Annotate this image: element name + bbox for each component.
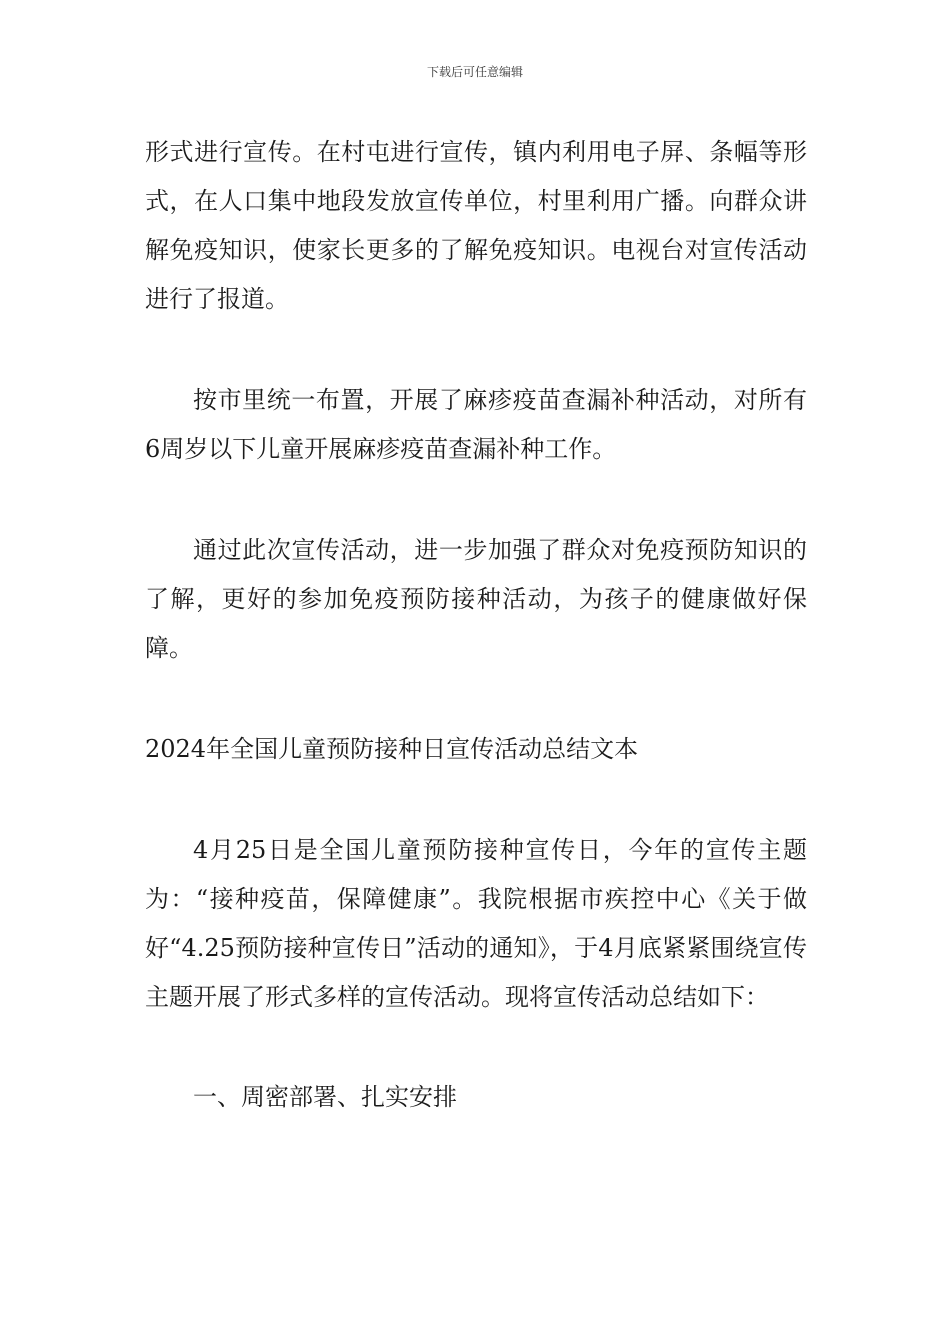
- paragraph-introduction: 4月25日是全国儿童预防接种宣传日，今年的宣传主题为：“接种疫苗，保障健康”。我院根据市疾控中心《关于做好“4.25预防接种宣传日”活动的通知》，于4月底紧紧围绕宣传主题开展了形式多样的宣传活动。现将宣传活动总结如下：: [145, 836, 807, 1011]
- paragraph-gap: [145, 673, 807, 725]
- section-heading-1: 一、周密部署、扎实安排: [193, 1083, 457, 1111]
- document-body: [145, 128, 807, 1122]
- paragraph-gap: [145, 324, 807, 376]
- paragraph-publicity-methods: 形式进行宣传。在村屯进行宣传，镇内利用电子屏、条幅等形式，在人口集中地段发放宣传单位，村里利用广播。向群众讲解免疫知识，使家长更多的了解免疫知识。电视台对宣传活动进行了报道。: [145, 138, 807, 313]
- document-title: 2024年全国儿童预防接种日宣传活动总结文本: [145, 735, 639, 763]
- paragraph-gap: [145, 774, 807, 826]
- paragraph-measles-catchup: 按市里统一布置，开展了麻疹疫苗查漏补种活动，对所有6周岁以下儿童开展麻疹疫苗查漏补种工作。: [145, 386, 807, 463]
- paragraph-gap: [145, 474, 807, 526]
- paragraph-activity-result: 通过此次宣传活动，进一步加强了群众对免疫预防知识的了解，更好的参加免疫预防接种活动，为孩子的健康做好保障。: [145, 536, 807, 662]
- paragraph-gap: [145, 1022, 807, 1073]
- page-header-note: 下载后可任意编辑: [426, 65, 523, 79]
